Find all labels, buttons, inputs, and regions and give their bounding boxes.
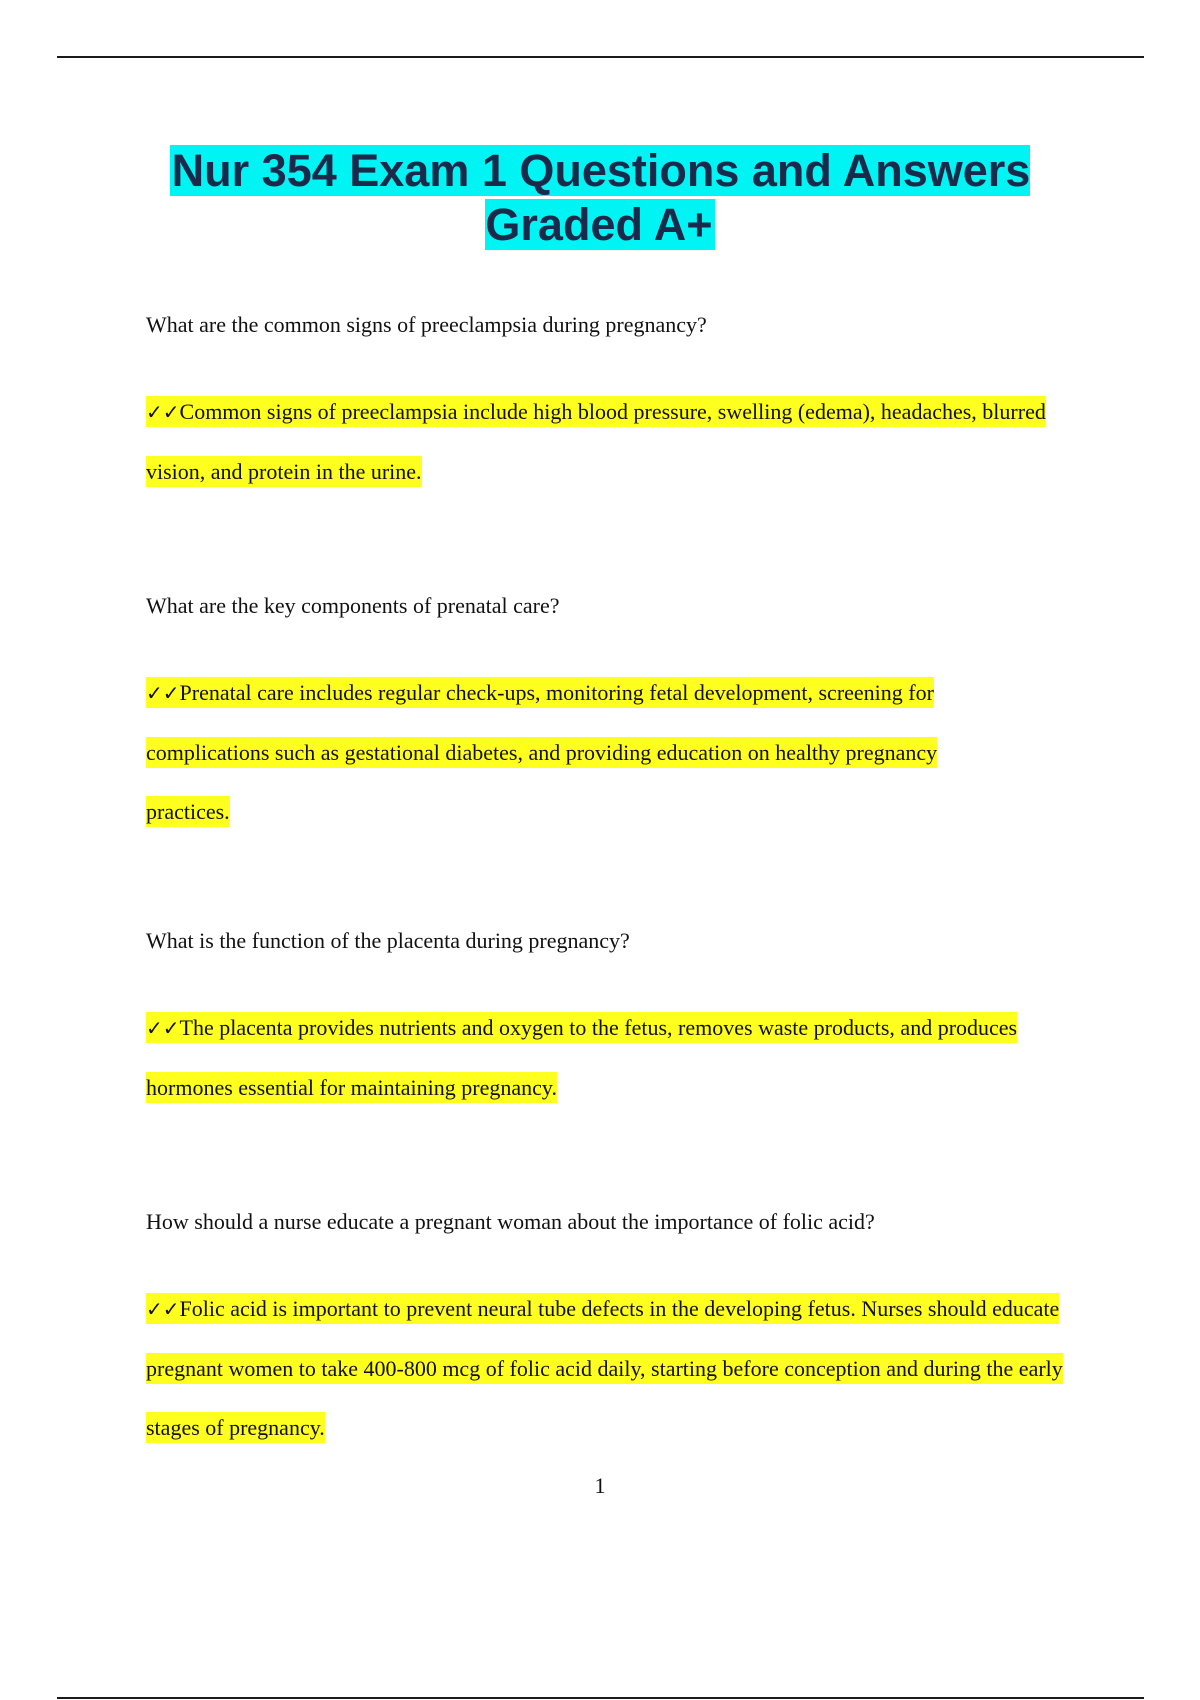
answer-highlight xyxy=(146,396,1046,487)
answer-text xyxy=(146,1279,1091,1457)
answer-highlight xyxy=(146,1293,1063,1443)
question-text: What are the key components of prenatal care? xyxy=(146,593,560,618)
answer-text xyxy=(146,663,1026,841)
answer-highlight xyxy=(146,677,937,827)
check-icon: ✓✓ xyxy=(146,681,180,705)
question-text: How should a nurse educate a pregnant woman about the importance of folic acid? xyxy=(146,1209,875,1234)
check-icon: ✓✓ xyxy=(146,1016,180,1040)
answer-body: Prenatal care includes regular check-ups, monitoring fetal development, screening for complications such as gestational diabetes, and providing education on healthy pregnancy practices. xyxy=(146,680,938,824)
answer-text xyxy=(146,998,1026,1117)
answer-body: The placenta provides nutrients and oxygen to the fetus, removes waste products, and produces hormones essential for maintaining pregnancy. xyxy=(146,1015,1018,1100)
question-text: What is the function of the placenta during pregnancy? xyxy=(146,928,630,953)
answer-text xyxy=(146,382,1066,501)
answer-body: Folic acid is important to prevent neural tube defects in the developing fetus. Nurses should educate pregnant women to take 400-800 mcg of folic acid daily, starting before conception and during the early stages of pregnancy. xyxy=(146,1296,1063,1440)
answer-highlight xyxy=(146,1012,1017,1103)
check-icon: ✓✓ xyxy=(146,400,180,424)
answer-body: Common signs of preeclampsia include high blood pressure, swelling (edema), headaches, blurred vision, and protein in the urine. xyxy=(146,399,1046,484)
check-icon: ✓✓ xyxy=(146,1297,180,1321)
qa-item xyxy=(146,1208,1086,1457)
qa-item xyxy=(146,927,1086,1117)
qa-item xyxy=(146,592,1086,841)
qa-item xyxy=(146,311,1086,501)
document-title xyxy=(120,144,1080,252)
bottom-rule xyxy=(57,1697,1144,1699)
page-number: 1 xyxy=(594,1473,606,1498)
question-text: What are the common signs of preeclampsia during pregnancy? xyxy=(146,312,707,337)
title-text: Nur 354 Exam 1 Questions and Answers Graded A+ xyxy=(171,145,1031,250)
top-rule xyxy=(57,56,1144,58)
